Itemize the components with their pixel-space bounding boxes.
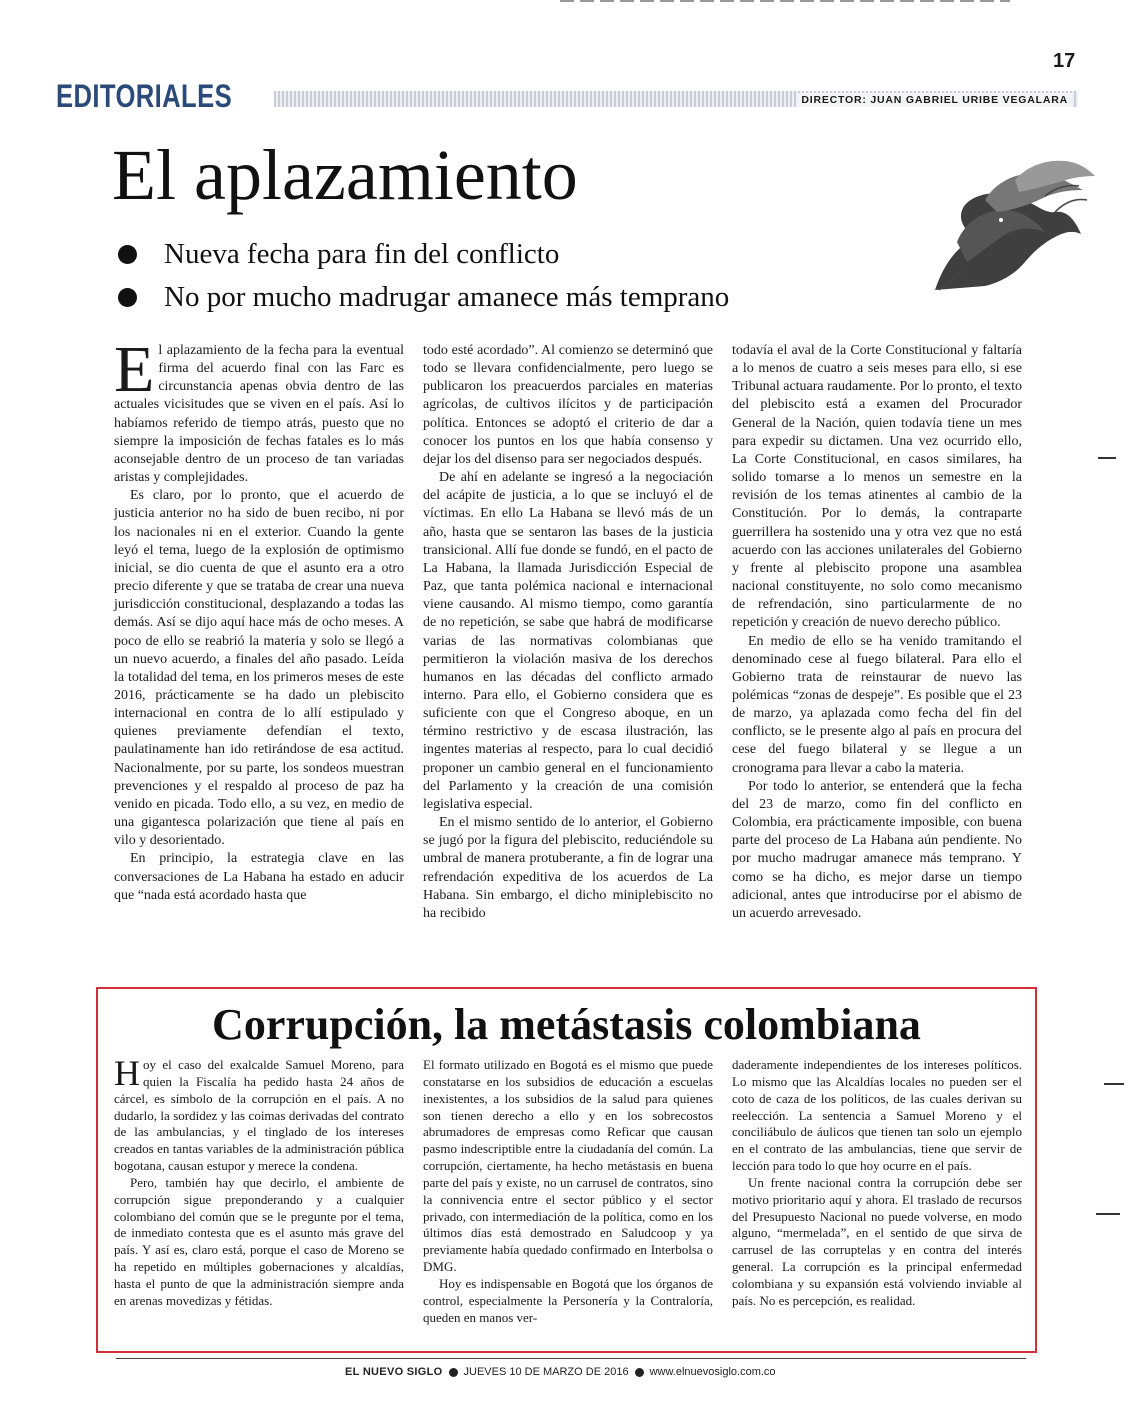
bullet-icon	[118, 288, 137, 307]
paragraph-text: l aplazamiento de la fecha para la eventual firma del acuerdo final con las Farc es circunstancia apenas obvia dentro de las actuales vicisitudes que se viven en el país. Así lo habíamos referido de tiempo atrás, puesto que no siempre la imposición de fechas fatales es lo más aconsejable dentro de un proceso de tan variadas aristas y complejidades.	[114, 343, 404, 486]
box-title: Corrupción, la metástasis colombiana	[212, 1000, 921, 1049]
bullet-icon	[635, 1368, 644, 1377]
scan-mark	[1104, 1083, 1124, 1085]
paragraph: todo esté acordado”. Al comienzo se determinó que todo se llevara confidencialmente, pero luego se publicaron los preacuerdos parciales en materias agrícolas, de cultivos ilícitos y de participación política. Entonces se adoptó el criterio de dar a conocer los puntos en los que había consenso y dejar los del disenso para ser negociados después.	[423, 343, 713, 467]
editorial-subheads	[118, 233, 729, 319]
paragraph: Hoy es indispensable en Bogotá que los órganos de control, especialmente la Personería y la Contraloría, queden en manos ver-	[423, 1275, 713, 1325]
box-body	[114, 1053, 1022, 1327]
editorial-column	[423, 342, 713, 923]
footer-brand: EL NUEVO SIGLO	[345, 1366, 443, 1378]
subhead-text: Nueva fecha para fin del conflicto	[164, 238, 560, 270]
editorial-column	[114, 333, 404, 923]
footer-rule	[116, 1358, 1026, 1359]
galloping-horses-icon	[905, 150, 1095, 295]
paragraph: Pero, también hay que decirlo, el ambiente de corrupción sigue preponderando y a cualquier colombiano del común que se le pregunte por el tema, de inmediato contesta que es el asunto más grave del país. Y así es, claro está, porque el caso de Moreno se ha repetido en múltiples gobernaciones y alcaldías, hasta el punto de que la administración siempre anda en arenas movedizas y fétidas.	[114, 1174, 404, 1308]
page-footer	[345, 1366, 776, 1378]
paragraph: Es claro, por lo pronto, que el acuerdo de justicia anterior no ha sido de buen recibo, ni por los nacionales ni en el exterior. Cuando la gente leyó el tema, luego de la explosión de optimismo inicial, se dio cuenta de que el asunto era a otro precio diferente y que se trataba de crear una nueva jurisdicción constitucional, desplazando a todas las demás. Así se dijo aquí hace más de ocho meses. A poco de ello se reabrió la materia y solo se llegó a un nuevo acuerdo, a finales del año pasado. Leída la totalidad del tema, en los primeros meses de este 2016, prácticamente se ha dado un plebiscito internacional en contra de lo allí estipulado y quienes previamente defendían el texto, paulatinamente han ido retirándose de esa actitud. Nacionalmente, por su parte, los sondeos muestran prevenciones y el respaldo al proceso de paz ha venido en picada. Todo ello, a su vez, en medio de una gigantesca polarización que tiene al país en vilo y desorientado.	[114, 488, 404, 849]
editorial-column	[732, 342, 1022, 923]
bullet-icon	[449, 1368, 458, 1377]
paragraph: De ahí en adelante se ingresó a la negociación del acápite de justicia, a lo que se incluyó el de víctimas. En ello La Habana se llevó más de un año, hasta que se sentaron las bases de la justicia transicional. Allí fue donde se fundó, en el pacto de La Habana, la llamada Jurisdicción Especial de Paz, que tanta polémica nacional e internacional viene causando. Al mismo tiempo, como garantía de no repetición, se sabe que habrá de modificarse varias de las normativas colombianas que permitieron la violación masiva de los derechos humanos en las décadas del conflicto armado interno. Para ello, el Gobierno considera que es suficiente con que el Congreso aboque, en un término restrictivo y de escasa ilustración, las ingentes materias al respecto, para lo cual decidió proponer un cambio general en el funcionamiento del Parlamento y la creación de una comisión legislativa especial.	[423, 470, 713, 812]
page-number: 17	[1053, 50, 1076, 72]
box-column	[732, 1057, 1022, 1327]
dropcap: E	[114, 333, 155, 406]
paragraph: En el mismo sentido de lo anterior, el Gobierno se jugó por la figura del plebiscito, reduciéndole su umbral de manera protuberante, a fin de lograr una refrendación expeditiva de los acuerdos de La Habana. Sin embargo, el dicho miniplebiscito no ha recibido	[423, 815, 713, 921]
scan-mark	[1096, 1213, 1120, 1215]
footer-date: JUEVES 10 DE MARZO DE 2016	[463, 1366, 629, 1378]
scan-mark	[1098, 457, 1116, 459]
bullet-icon	[118, 245, 137, 264]
subhead-item	[118, 276, 729, 319]
paragraph: El formato utilizado en Bogotá es el mismo que puede constatarse en los subsidios de educación a escuelas inexistentes, a los subsidios de la salud para quienes son tienen derecho a ello y en los sobrecostos abrumadores de empresas como Reficar que causan pasmo indescriptible entre la ciudadanía del común. La corrupción, ciertamente, ha hecho metástasis en buena parte del país y existe, no un carrusel de contratos, sino la connivencia entre el sector público y el sector privado, con intermediación de la política, como en los últimos días está demostrado en Saludcoop y ya previamente había quedado confirmado en Interbolsa o DMG.	[423, 1057, 713, 1275]
paragraph: En medio de ello se ha venido tramitando el denominado cese al fuego bilateral. Para ello el Gobierno trata de reinstaurar de nuevo las polémicas “zonas de despeje”. Es posible que el 23 de marzo, ya aplazada como fecha del fin del conflicto, se le presente algo al país en procura del cese del fuego bilateral y se llegue a un cronograma para llevar a cabo la materia.	[732, 633, 1022, 776]
section-header	[56, 76, 1078, 116]
paragraph: daderamente independientes de los intereses políticos. Lo mismo que las Alcaldías locales no pueden ser el coto de caza de los políticos, de las cuales derivan su reelección. La sentencia a Samuel Moreno y el conciliábulo de áulicos que tienen tan solo un ejemplo en el contrato de las ambulancias, tiene que servir de lección para todo lo que hoy ocurre en el país.	[732, 1057, 1022, 1174]
editorial-title: El aplazamiento	[112, 135, 578, 215]
paragraph	[114, 333, 404, 487]
paragraph: todavía el aval de la Corte Constitucional y faltaría a lo menos de cuatro a seis meses para ello, si ese Tribunal actuara raudamente. Por lo pronto, el texto del plebiscito está a examen del Procurador General de la Nación, quien todavía tiene un mes para expedir su dictamen. Una vez ocurrido ello, La Corte Constitucional, en casos similares, ha solido tomarse a lo menos un semestre en la revisión de los temas atinentes al cambio de la Constitución. Por lo demás, la contraparte guerrillera ha sostenido una y otra vez que no está acuerdo con las acciones unilaterales del Gobierno y frente al plebiscito propone una asamblea nacional constituyente, no solo como mecanismo de refrendación, sino particularmente de no repetición y creación de nuevo derecho público.	[732, 343, 1022, 631]
box-column	[114, 1053, 404, 1327]
director-credit: DIRECTOR: JUAN GABRIEL URIBE VEGALARA	[797, 93, 1072, 107]
top-scan-rule	[560, 0, 1010, 2]
section-label: EDITORIALES	[56, 78, 233, 114]
paragraph: Un frente nacional contra la corrupción debe ser motivo prioritario aquí y ahora. El traslado de recursos del Presupuesto Nacional no puede volverse, en modo alguno, “mermelada”, en el sentido de que sirva de carrusel de las corruptelas y en contra del interés general. La corrupción es la principal enfermedad colombiana y su expansión está volviendo inviable al país. No es percepción, es realidad.	[732, 1174, 1022, 1308]
dropcap: H	[114, 1053, 140, 1093]
paragraph	[114, 1053, 404, 1175]
paragraph-text: oy el caso del exalcalde Samuel Moreno, para quien la Fiscalía ha pedido hasta 24 años de cárcel, es símbolo de la corrupción en el país. A no dudarlo, la sordidez y las coimas derivadas del contrato de las ambulancias, y el tinglado de los intereses creados en tantas variables de la administración pública bogotana, causan estupor y merece la condena.	[114, 1057, 404, 1174]
subhead-text: No por mucho madrugar amanece más temprano	[164, 281, 730, 313]
paragraph: Por todo lo anterior, se entenderá que la fecha del 23 de marzo, como fin del conflicto en Colombia, era prácticamente imposible, con buena parte del proceso de La Habana aún pendiente. No por mucho madrugar amanece más temprano. Y como se ha dicho, es mejor darse un tiempo adicional, antes que introducirse por el abismo de un acuerdo arrevesado.	[732, 778, 1022, 921]
footer-url[interactable]: www.elnuevosiglo.com.co	[649, 1366, 776, 1378]
box-column	[423, 1057, 713, 1327]
subhead-item	[118, 233, 729, 276]
paragraph: En principio, la estrategia clave en las conversaciones de La Habana ha estado en aducir que “nada está acordado hasta que	[114, 851, 404, 903]
editorial-body	[114, 333, 1022, 923]
